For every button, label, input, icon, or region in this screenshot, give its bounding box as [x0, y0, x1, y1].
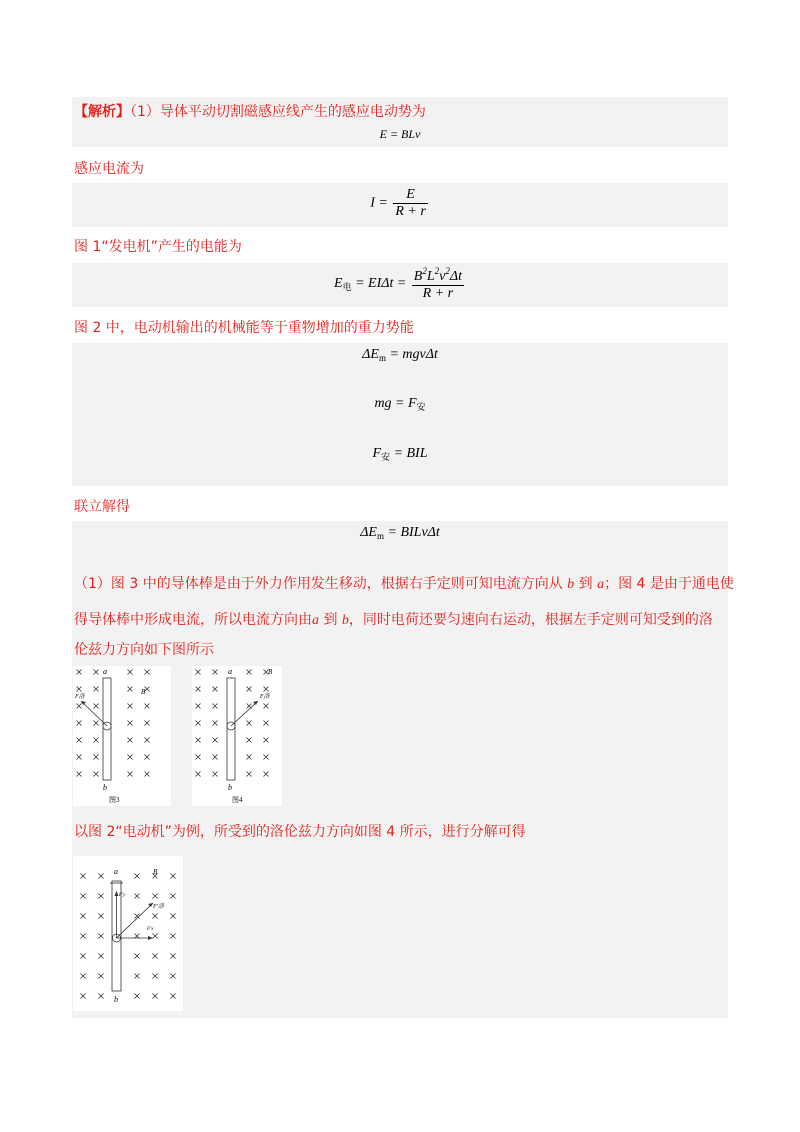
- para3: 以图 2“电动机”为例，所受到的洛伦兹力方向如图 4 所示，进行分解可得: [74, 824, 526, 840]
- eq2-numerator: E: [393, 187, 427, 204]
- fig4-label-F: F洛: [260, 694, 270, 700]
- fig3-label-a: a: [103, 667, 107, 676]
- fig4-caption: 图4: [232, 796, 243, 804]
- header-line: [74, 101, 426, 121]
- eq3-lhs-sub: 电: [342, 282, 352, 293]
- fig5-label-a: a: [114, 867, 118, 876]
- lower-box: [72, 521, 734, 1018]
- eq2-box: [72, 183, 728, 227]
- eq2: [72, 187, 728, 220]
- current-label: 感应电流为: [74, 161, 144, 177]
- eq7: $\Delta E_m$ = BILvΔt: [360, 525, 440, 541]
- eq3: [72, 266, 728, 302]
- energy-label: 图 1“发电机”产生的电能为: [74, 239, 242, 255]
- fig5-label-fy: F′y: [119, 893, 126, 898]
- fig4-label-b: b: [228, 783, 232, 792]
- eq1: E = BLv: [379, 127, 421, 141]
- figure-4: [192, 666, 282, 806]
- eq4: $\Delta E_m = mgv\Delta t$: [362, 347, 438, 363]
- fig3-label-B: B: [141, 688, 146, 696]
- fig4-label-B: B: [268, 668, 273, 676]
- eq2-fraction: [393, 187, 427, 220]
- eq2-denominator: R + r: [395, 204, 426, 219]
- fig5-label-b: b: [114, 995, 118, 1004]
- analysis-tag: 【解析】: [74, 104, 130, 120]
- eq6: $F_安$ = BIL: [372, 446, 428, 462]
- eq456-box: [72, 343, 728, 486]
- eq3-mid: = EIΔt =: [355, 276, 407, 292]
- para2-line2: 得导体棒中形成电流，所以电流方向由a 到 b，同时电荷还要匀速向右运动，根据左手定则可知受到的洛: [74, 612, 713, 628]
- eq2-lhs: I =: [370, 195, 388, 211]
- fig3-label-b: b: [103, 783, 107, 792]
- intro-text: （1）导体平动切割磁感应线产生的感应电动势为: [130, 104, 426, 120]
- figure-3: [73, 666, 171, 806]
- eq3-denominator: R + r: [422, 286, 454, 301]
- fig5-label-F: F′洛: [153, 904, 164, 910]
- fig5-label-B: B: [153, 868, 158, 876]
- figure-5: [73, 856, 183, 1011]
- fig4-label-a: a: [228, 667, 232, 676]
- fig3-label-F: F洛: [75, 694, 85, 700]
- motor-label: 图 2 中，电动机输出的机械能等于重物增加的重力势能: [74, 320, 414, 336]
- eq5: mg = $F_安$: [374, 396, 426, 412]
- eq3-lhs: E: [334, 276, 343, 292]
- eq3-box: [72, 263, 728, 307]
- eq3-numerator: $B^2L^2v^2\Delta t$: [413, 266, 462, 284]
- eq1-box: [72, 97, 728, 147]
- solve-label: 联立解得: [74, 499, 130, 515]
- para2-line3: 伦兹力方向如下图所示: [74, 642, 214, 658]
- fig5-label-fx: F′x: [147, 927, 154, 932]
- para2-line1: （1）图 3 中的导体棒是由于外力作用发生移动，根据右手定则可知电流方向从 b 到 a；图 4 是由于通电使: [74, 576, 734, 592]
- fig3-caption: 图3: [109, 796, 120, 804]
- eq3-fraction: [412, 266, 464, 302]
